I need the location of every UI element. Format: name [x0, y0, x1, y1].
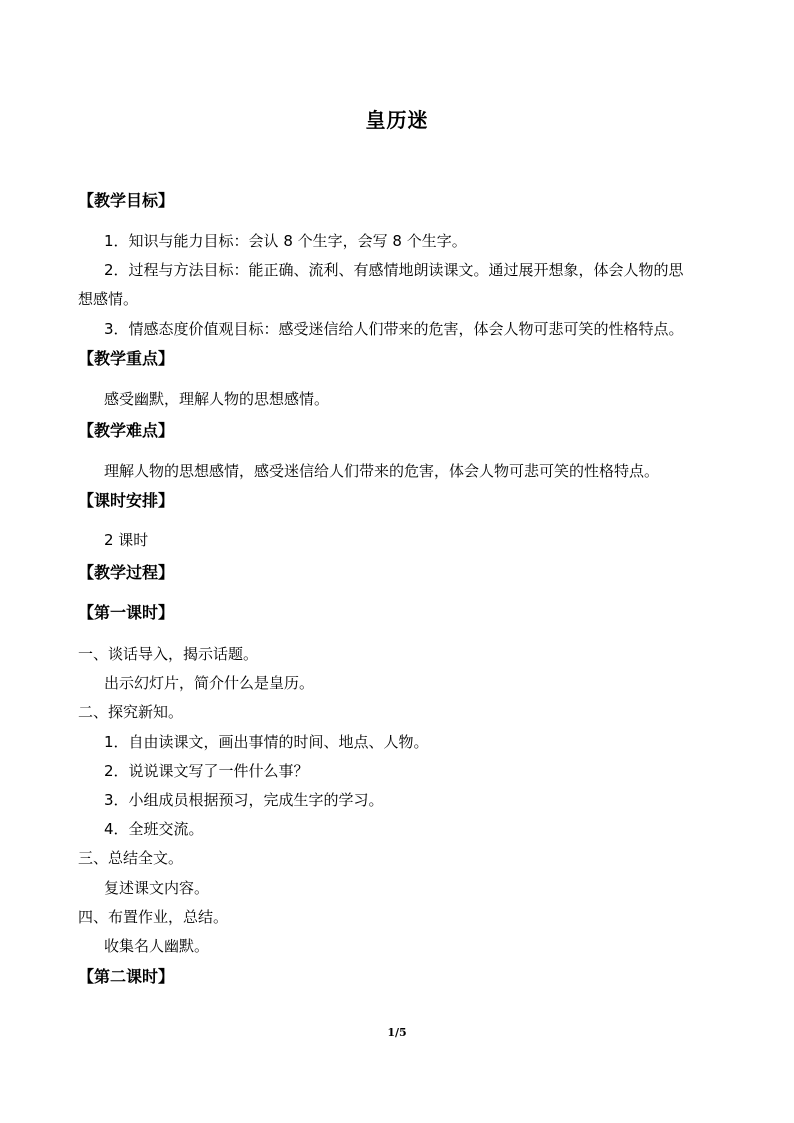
step-1-detail: 出示幻灯片，简介什么是皇历。	[104, 674, 315, 692]
difficulties-text: 理解人物的思想感情，感受迷信给人们带来的危害，体会人物可悲可笑的性格特点。	[104, 462, 660, 480]
step-2: 二、探究新知。	[78, 703, 184, 721]
schedule-heading: 【课时安排】	[78, 491, 175, 510]
objectives-heading: 【教学目标】	[78, 191, 175, 210]
step-2-item-2: 2．说说课文写了一件什么事？	[104, 762, 309, 780]
objective-2-line-2: 想感情。	[78, 290, 139, 308]
step-2-item-4: 4．全班交流。	[104, 820, 204, 838]
second-lesson-heading: 【第二课时】	[78, 967, 175, 986]
process-heading: 【教学过程】	[78, 563, 175, 582]
schedule-text: 2 课时	[104, 531, 149, 549]
objective-2-line-1: 2．过程与方法目标：能正确、流利、有感情地朗读课文。通过展开想象，体会人物的思	[104, 261, 684, 279]
step-3: 三、总结全文。	[78, 849, 184, 867]
step-2-item-3: 3．小组成员根据预习，完成生字的学习。	[104, 791, 384, 809]
step-2-item-1: 1．自由读课文，画出事情的时间、地点、人物。	[104, 733, 429, 751]
step-3-detail: 复述课文内容。	[104, 879, 210, 897]
objective-3: 3．情感态度价值观目标：感受迷信给人们带来的危害，体会人物可悲可笑的性格特点。	[104, 320, 684, 338]
first-lesson-heading: 【第一课时】	[78, 603, 175, 622]
key-points-heading: 【教学重点】	[78, 349, 175, 368]
page-number: 1/5	[387, 1026, 407, 1039]
step-4: 四、布置作业，总结。	[78, 908, 229, 926]
step-4-detail: 收集名人幽默。	[104, 937, 210, 955]
objective-1: 1．知识与能力目标：会认 8 个生字，会写 8 个生字。	[104, 232, 467, 250]
step-1: 一、谈话导入，揭示话题。	[78, 645, 259, 663]
document-title: 皇历迷	[365, 108, 429, 132]
key-points-text: 感受幽默，理解人物的思想感情。	[104, 390, 330, 408]
difficulties-heading: 【教学难点】	[78, 421, 175, 440]
